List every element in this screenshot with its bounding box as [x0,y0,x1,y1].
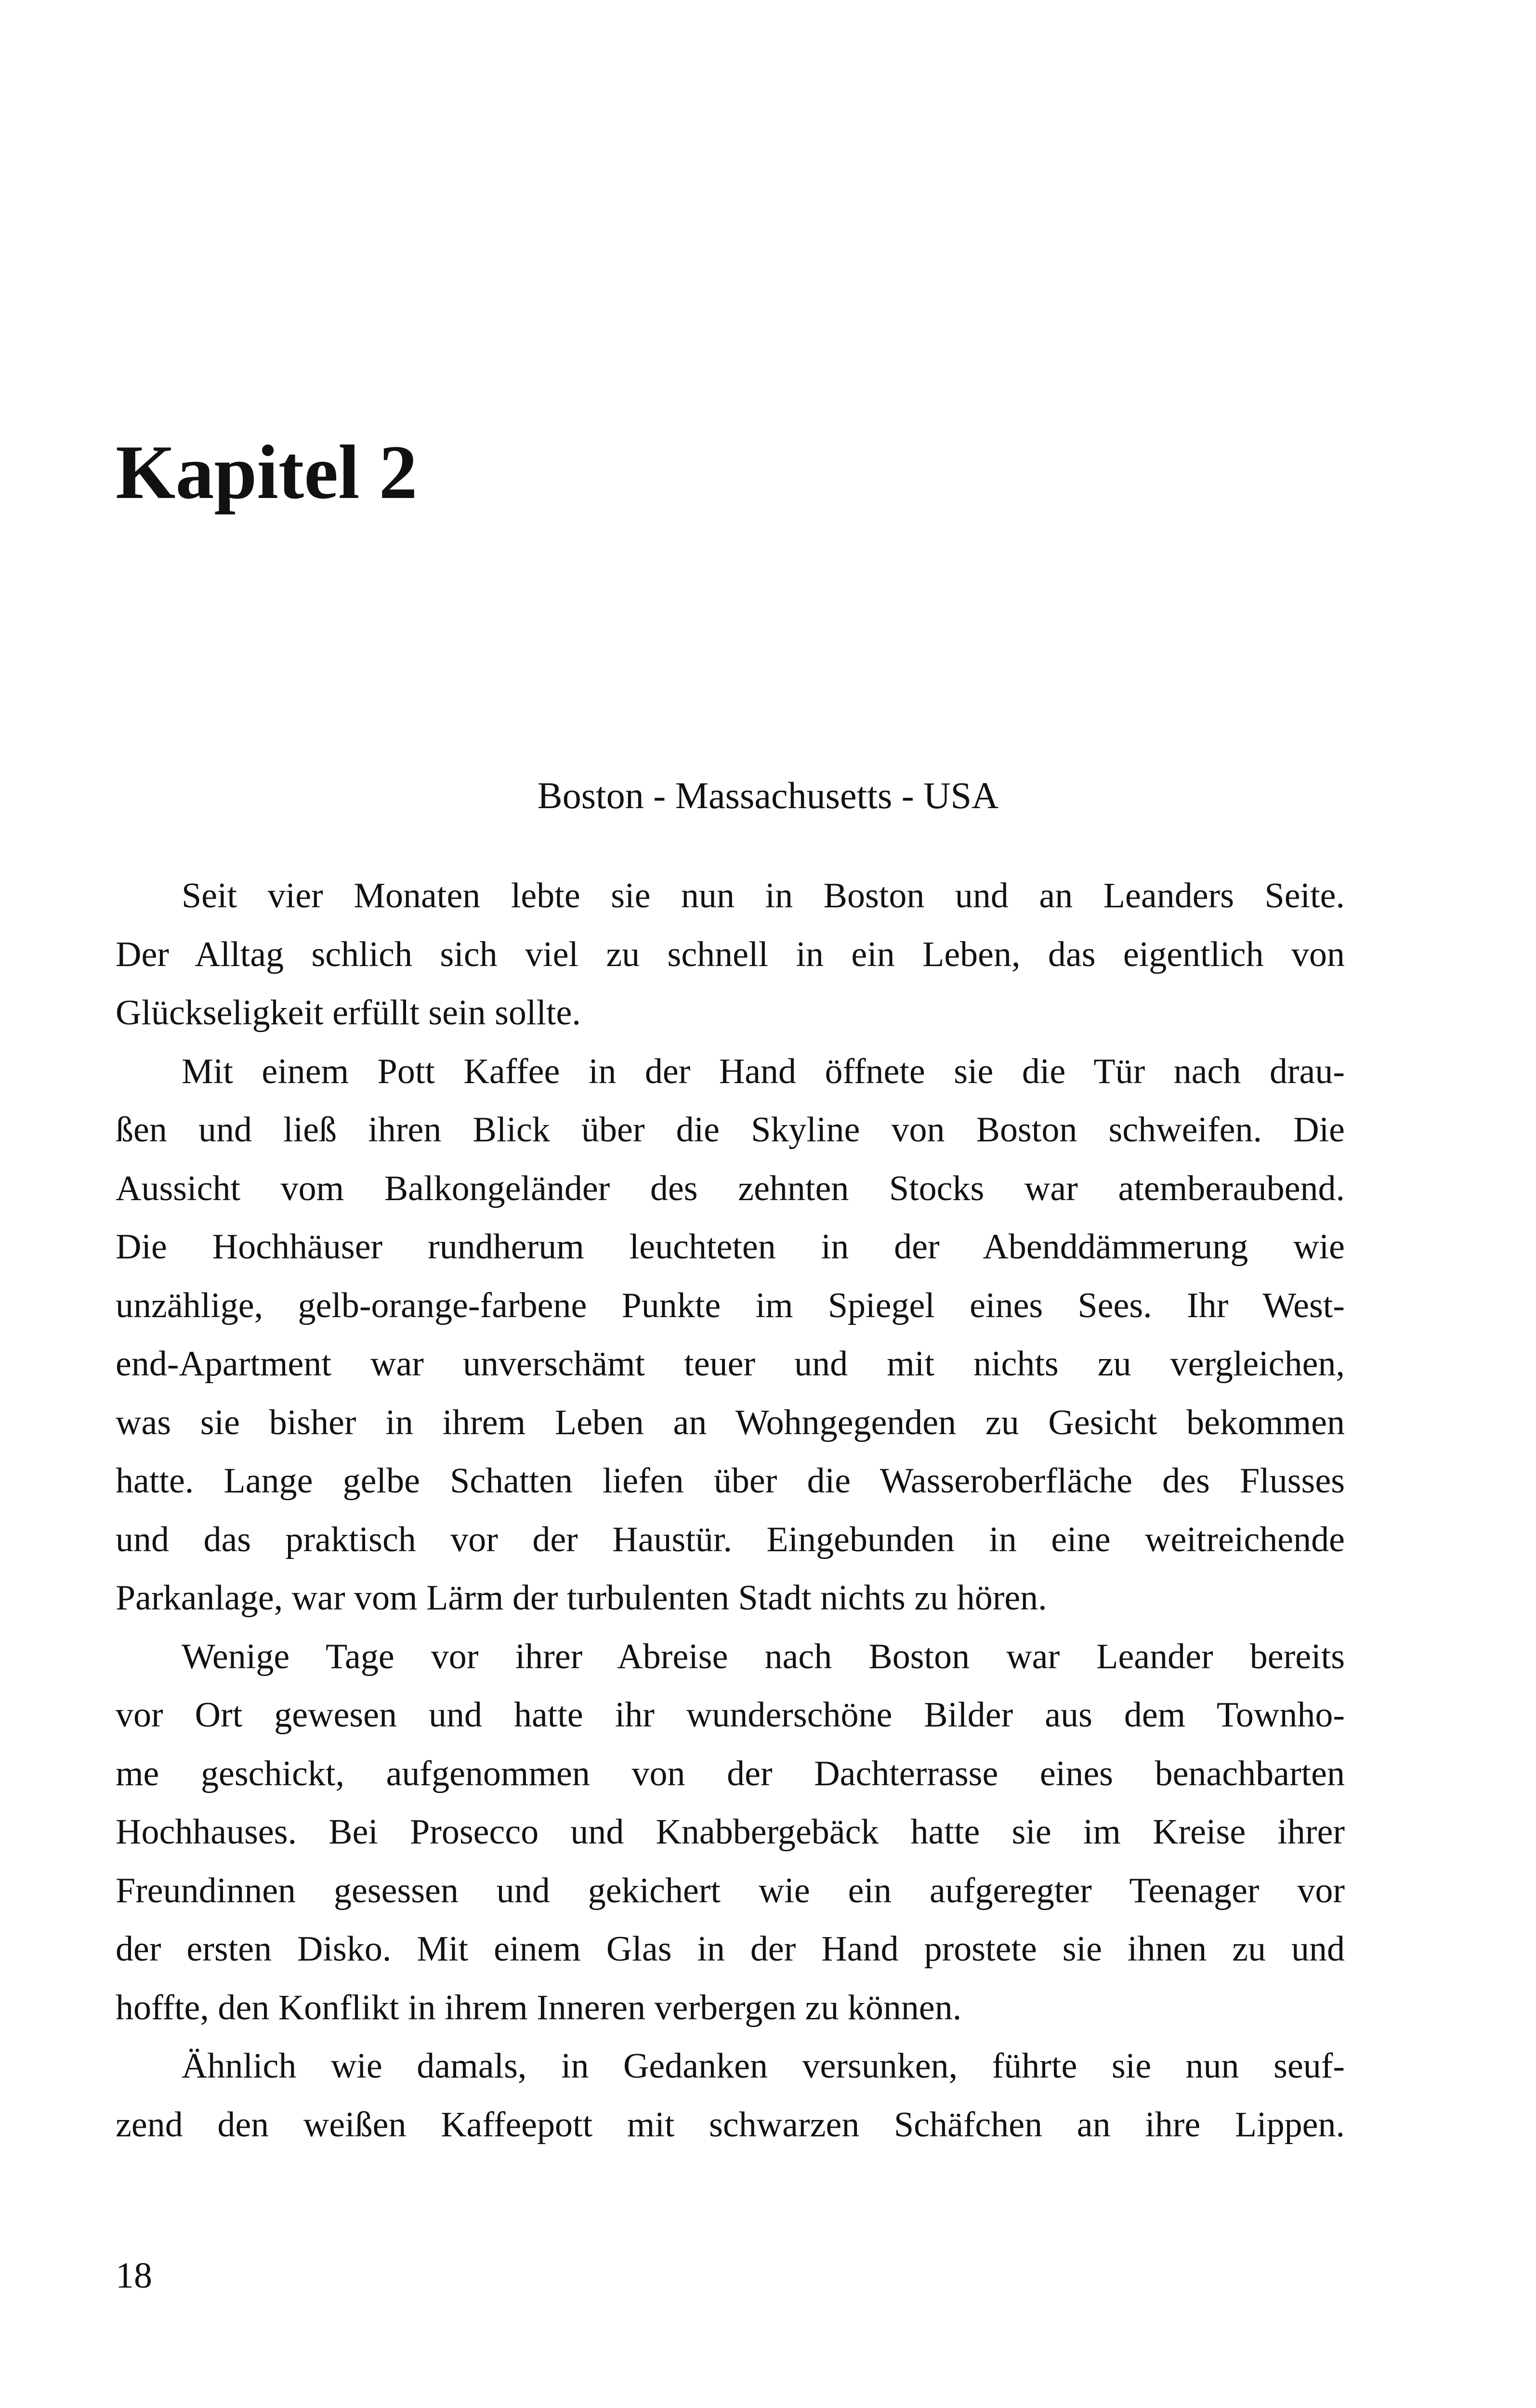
text-line: was sie bisher in ihrem Leben an Wohngegenden zu Gesicht bekommen [116,1402,1345,1442]
paragraph [116,867,1345,1043]
text-line: Parkanlage, war vom Lärm der turbulenten Stadt nichts zu hören. [116,1578,1047,1618]
text-line: Aussicht vom Balkongeländer des zehnten Stocks war atemberaubend. [116,1168,1345,1208]
text-line: end-Apartment war unverschämt teuer und mit nichts zu vergleichen, [116,1344,1345,1384]
text-line: Seit vier Monaten lebte sie nun in Boston und an Leanders Seite. [182,876,1345,916]
text-line: hoffte, den Konflikt in ihrem Inneren verbergen zu können. [116,1988,962,2028]
paragraph [116,1628,1345,2038]
text-line: Ähnlich wie damals, in Gedanken versunken, führte sie nun seuf- [182,2046,1345,2086]
text-line: der ersten Disko. Mit einem Glas in der Hand prostete sie ihnen zu und [116,1929,1345,1969]
text-line: hatte. Lange gelbe Schatten liefen über die Wasseroberfläche des Flusses [116,1461,1345,1501]
body-text [116,867,1345,2154]
chapter-heading: Kapitel 2 [116,429,418,515]
text-line: me geschickt, aufgenommen von der Dachterrasse eines benachbarten [116,1754,1345,1793]
text-line: Die Hochhäuser rundherum leuchteten in der Abenddämmerung wie [116,1227,1345,1267]
text-line: ßen und ließ ihren Blick über die Skyline von Boston schweifen. Die [116,1110,1345,1150]
text-line: Der Alltag schlich sich viel zu schnell in ein Leben, das eigentlich von [116,934,1345,974]
text-line: Mit einem Pott Kaffee in der Hand öffnete sie die Tür nach drau- [182,1051,1345,1091]
text-line: unzählige, gelb-orange-farbene Punkte im Spiegel eines Sees. Ihr West- [116,1285,1345,1325]
text-line: und das praktisch vor der Haustür. Eingebunden in eine weitreichende [116,1519,1345,1559]
text-line: Freundinnen gesessen und gekichert wie ein aufgeregter Teenager vor [116,1871,1345,1911]
text-line: Glückseligkeit erfüllt sein sollte. [116,993,581,1033]
paragraph [116,2037,1345,2154]
text-line: vor Ort gewesen und hatte ihr wunderschöne Bilder aus dem Townho- [116,1695,1345,1735]
location-subtitle: Boston - Massachusetts - USA [537,774,999,816]
text-line: Wenige Tage vor ihrer Abreise nach Boston war Leander bereits [182,1636,1345,1676]
page-number: 18 [116,2255,152,2296]
text-line: zend den weißen Kaffeepott mit schwarzen Schäfchen an ihre Lippen. [116,2105,1345,2145]
text-line: Hochhauses. Bei Prosecco und Knabbergebäck hatte sie im Kreise ihrer [116,1812,1345,1852]
paragraph [116,1043,1345,1628]
